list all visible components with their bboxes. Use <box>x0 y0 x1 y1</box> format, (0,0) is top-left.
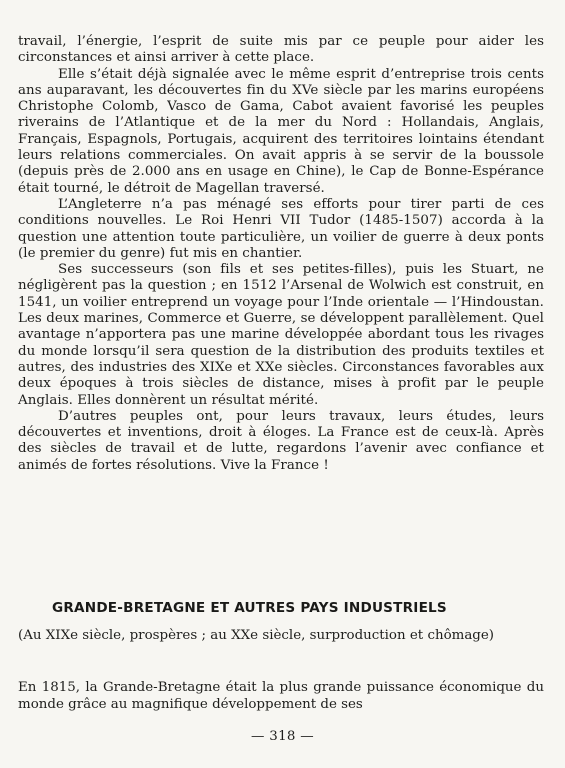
section-paragraph: En 1815, la Grande-Bretagne était la plus grande puissance économique du monde grâce au magnifique développement de ses <box>18 680 544 712</box>
section-heading: GRANDE-BRETAGNE ET AUTRES PAYS INDUSTRIELS <box>52 600 447 616</box>
paragraph-3: L’Angleterre n’a pas ménagé ses efforts pour tirer parti de ces conditions nouvelles. Le Roi Henri VII Tudor (1485-1507) accorda à la question une attention toute particulière, un voilier de guerre à deux ponts (le premier du genre) fut mis en chantier. <box>18 196 544 261</box>
page-number: — 318 — <box>251 729 314 744</box>
paragraph-1: travail, l’énergie, l’esprit de suite mis par ce peuple pour aider les circonstances et ainsi arriver à cette place. <box>18 34 544 66</box>
paragraph-5: D’autres peuples ont, pour leurs travaux, leurs études, leurs découvertes et inventions, droit à éloges. La France est de ceux-là. Après des siècles de travail et de lutte, regardons l’avenir avec confiance et animés de fortes résolutions. Vive la France ! <box>18 408 544 473</box>
body-text <box>18 34 544 474</box>
paragraph-4: Ses successeurs (son fils et ses petites-filles), puis les Stuart, ne négligèrent pas la question ; en 1512 l’Arsenal de Wolwich est construit, en 1541, un voilier entreprend un voyage pour l’Inde orientale — l’Hindoustan. Les deux marines, Commerce et Guerre, se développent parallèlement. Quel avantage n’apportera pas une marine développée abordant tous les rivages du monde lorsqu’il sera question de la distribution des produits textiles et autres, des industries des XIXe et XXe siècles. Circonstances favorables aux deux époques à trois siècles de distance, mises à profit par le peuple Anglais. Elles donnèrent un résultat mérité. <box>18 262 544 408</box>
paragraph-2: Elle s’était déjà signalée avec le même esprit d’entreprise trois cents ans auparavant, les découvertes fin du XVe siècle par les marins européens Christophe Colomb, Vasco de Gama, Cabot avaient favorisé les peuples riverains de l’Atlantique et de la mer du Nord : Hollandais, Anglais, Français, Espagnols, Portugais, acquirent des territoires lointains étendant leurs relations commerciales. On avait appris à se servir de la boussole (depuis près de 2.000 ans en usage en Chine), le Cap de Bonne-Espérance était tourné, le détroit de Magellan traversé. <box>18 66 544 196</box>
section-subheading: (Au XIXe siècle, prospères ; au XXe siècle, surproduction et chômage) <box>18 628 495 643</box>
